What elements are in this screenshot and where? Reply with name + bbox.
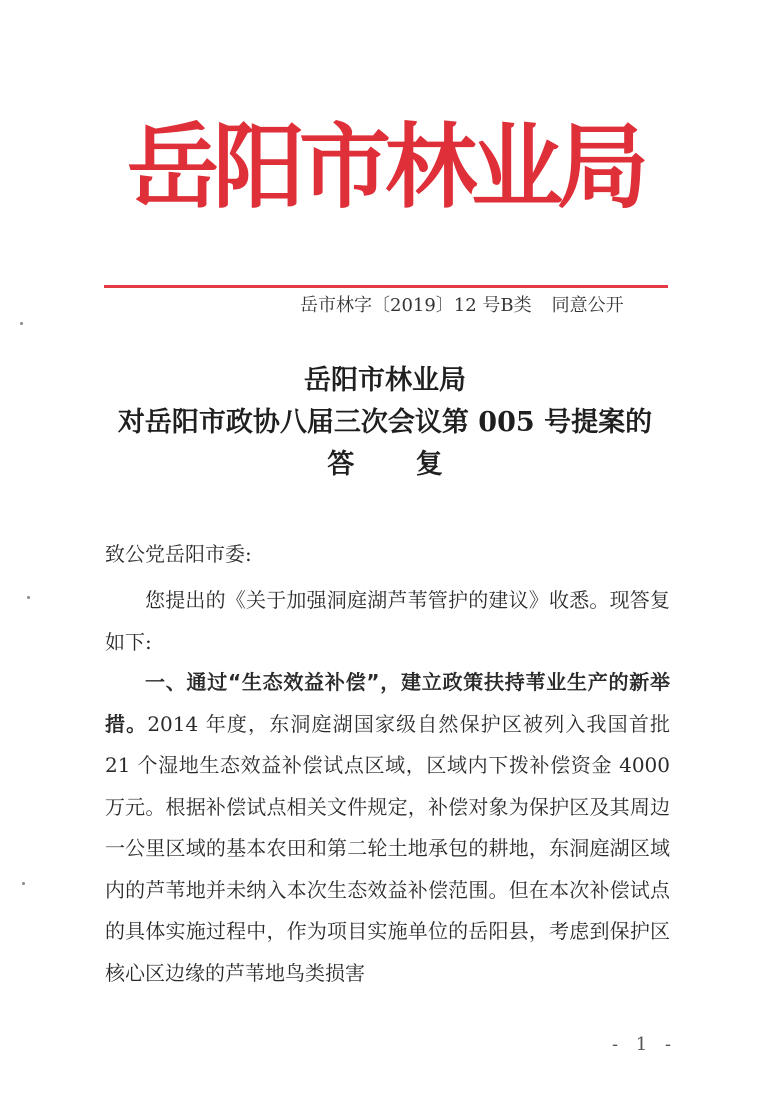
salutation: 致公党岳阳市委: [105,542,252,566]
disclosure-status: 同意公开 [551,295,624,316]
scan-speck [20,322,23,325]
scan-speck [27,596,30,599]
paragraph-2-text: 2014 年度，东洞庭湖国家级自然保护区被列入我国首批 21 个湿地生态效益补偿试点区域，区域内下拨补偿资金 4000 万元。根据补偿试点相关文件规定，补偿对象为保护区及其周边一公里区域的基本农田和第二轮土地承包的耕地，东洞庭湖区域内的芦苇地并未纳入本次生态效益补偿范围。但在本次补偿试点的具体实施过程中，作为项目实施单位的岳阳县，考虑到保护区核心区边缘的芦苇地鸟类损害 [105,711,670,985]
body-paragraph-2 [105,662,670,994]
reply-title-line-2: 对岳阳市政协八届三次会议第 005 号提案的 [117,407,653,438]
reply-title-line-3: 答 复 [327,449,469,480]
letterhead-title: 岳阳市林业局 [126,113,643,221]
document-number-line [300,292,680,320]
page-number: - 1 - [612,1034,678,1055]
body-paragraph-1 [105,580,670,663]
reply-title-line-1: 岳阳市林业局 [304,365,466,396]
scan-speck [22,882,25,885]
letterhead-red-rule [104,285,668,288]
reply-title [90,360,680,486]
paragraph-2-lead: 一、通过“生态效益补偿”，建立政策扶持苇业生产的新举措。 [105,670,670,736]
paragraph-1-text: 您提出的《关于加强洞庭湖芦苇管护的建议》收悉。现答复如下: [105,588,670,654]
document-number: 岳市林字〔2019〕12 号B类 [300,295,532,316]
